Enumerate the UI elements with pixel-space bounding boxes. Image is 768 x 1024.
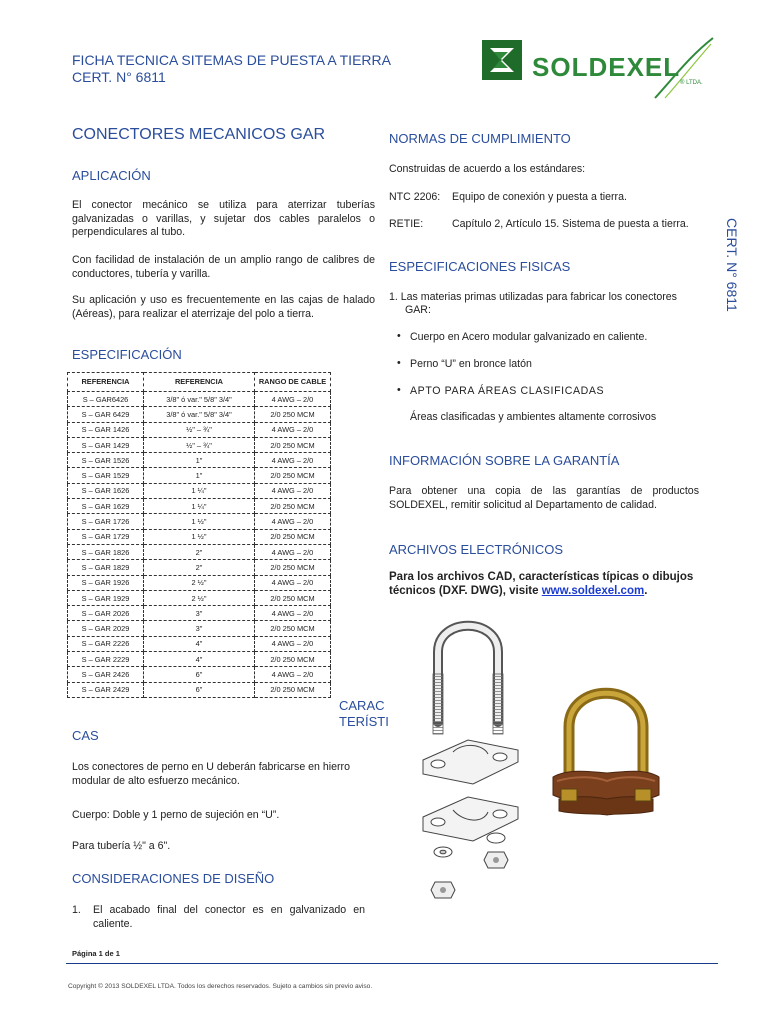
aplicacion-heading: APLICACIÓN <box>72 168 151 183</box>
table-cell: S – GAR 6429 <box>68 407 144 422</box>
table-row <box>68 437 331 452</box>
table-row <box>68 529 331 544</box>
table-cell: 2 ½" <box>144 590 255 605</box>
table-cell: S – GAR 1926 <box>68 575 144 590</box>
table-header-cell: RANGO DE CABLE <box>255 373 331 392</box>
table-row <box>68 606 331 621</box>
table-cell: 2 ½" <box>144 575 255 590</box>
diseno-item-text: El acabado final del conector es en galvanizado en caliente. <box>93 904 365 930</box>
table-cell: 2/0 250 MCM <box>255 560 331 575</box>
table-cell: 2/0 250 MCM <box>255 407 331 422</box>
soldexel-logo <box>480 36 720 100</box>
table-row <box>68 483 331 498</box>
table-cell: 1 ½" <box>144 514 255 529</box>
bullet-item-3: APTO PARA ÁREAS CLASIFICADAS <box>410 385 605 397</box>
table-row <box>68 682 331 697</box>
table-cell: S – GAR 2029 <box>68 621 144 636</box>
table-cell: 2/0 250 MCM <box>255 437 331 452</box>
table-row <box>68 636 331 651</box>
table-cell: 4 AWG – 2/0 <box>255 667 331 682</box>
table-cell: S – GAR 1526 <box>68 453 144 468</box>
table-cell: 3/8" ó var." 5/8" 3/4" <box>144 407 255 422</box>
retie-label: RETIE: <box>389 218 424 230</box>
main-title: CONECTORES MECANICOS GAR <box>72 126 326 143</box>
table-cell: 4" <box>144 652 255 667</box>
bullet-item-1: Cuerpo en Acero modular galvanizado en caliente. <box>410 331 648 343</box>
table-cell: S – GAR 1929 <box>68 590 144 605</box>
bullet-item-2: Perno “U” en bronce latón <box>410 358 532 370</box>
diseno-heading: CONSIDERACIONES DE DISEÑO <box>72 871 275 886</box>
table-header-cell: REFERENCIA <box>144 373 255 392</box>
caracteristicas-paragraph-2: Cuerpo: Doble y 1 perno de sujeción en “U”. <box>72 809 280 821</box>
garantia-text: Para obtener una copia de las garantías de productos SOLDEXEL, remitir solicitud al Departamento de calidad. <box>389 485 699 511</box>
table-cell: S – GAR 1629 <box>68 499 144 514</box>
aplicacion-paragraph-1: El conector mecánico se utiliza para aterrizar tuberías galvanizadas o varillas, y sujetar dos cables paralelos o perpendiculares al tubo. <box>72 199 375 238</box>
aplicacion-paragraph-3: Su aplicación y uso es frecuentemente en las cajas de halado (Aéreas), para realizar el aterrizaje del polo a tierra. <box>72 294 375 320</box>
spec-table-header <box>68 373 331 392</box>
table-row <box>68 499 331 514</box>
table-row <box>68 468 331 483</box>
table-cell: S – GAR 2429 <box>68 682 144 697</box>
bullet-icon: • <box>397 330 401 342</box>
table-cell: S – GAR 1429 <box>68 437 144 452</box>
fisicas-heading: ESPECIFICACIONES FISICAS <box>389 259 571 274</box>
table-cell: 2/0 250 MCM <box>255 529 331 544</box>
logo-text: SOLDEXEL <box>532 52 681 82</box>
table-cell: 1 ¼" <box>144 499 255 514</box>
table-header-cell: REFERENCIA <box>68 373 144 392</box>
table-cell: 4 AWG – 2/0 <box>255 514 331 529</box>
aplicacion-paragraph-2: Con facilidad de instalación de un amplio rango de calibres de conductores, tubería y varilla. <box>72 254 375 280</box>
bullet-icon: • <box>397 357 401 369</box>
table-cell: 4 AWG – 2/0 <box>255 392 331 407</box>
retie-text: Capítulo 2, Artículo 15. Sistema de puesta a tierra. <box>452 218 689 230</box>
cad-text: Para los archivos CAD, características típicas o dibujos técnicos (DXF. DWG), visite <box>389 571 694 597</box>
logo-ltda: ® LTDA. <box>680 80 703 86</box>
logo-swoosh-icon <box>645 36 715 100</box>
caracteristicas-paragraph-3: Para tubería ½" a 6". <box>72 840 171 852</box>
especificacion-heading: ESPECIFICACIÓN <box>72 347 182 362</box>
table-cell: 4" <box>144 636 255 651</box>
table-cell: ½" – ¾" <box>144 437 255 452</box>
table-cell: S – GAR 1529 <box>68 468 144 483</box>
table-row <box>68 621 331 636</box>
bullet-icon: • <box>397 384 401 396</box>
header-title: FICHA TECNICA SITEMAS DE PUESTA A TIERRA <box>72 52 391 68</box>
table-cell: S – GAR 2026 <box>68 606 144 621</box>
table-cell: S – GAR 1726 <box>68 514 144 529</box>
normas-intro: Construidas de acuerdo a los estándares: <box>389 163 586 175</box>
table-cell: 3" <box>144 621 255 636</box>
table-cell: 2/0 250 MCM <box>255 590 331 605</box>
table-row <box>68 422 331 437</box>
areas-text: Áreas clasificadas y ambientes altamente corrosivos <box>410 411 657 423</box>
diseno-item-number: 1. <box>72 904 81 916</box>
ntc-label: NTC 2206: <box>389 191 441 203</box>
table-cell: 2/0 250 MCM <box>255 682 331 697</box>
table-row <box>68 544 331 559</box>
table-cell: 4 AWG – 2/0 <box>255 483 331 498</box>
cad-end: . <box>644 584 648 597</box>
table-cell: 4 AWG – 2/0 <box>255 544 331 559</box>
vertical-cert-text: CERT. N° 6811 <box>724 218 740 312</box>
table-row <box>68 575 331 590</box>
document-header <box>72 52 391 86</box>
table-cell: ½" – ¾" <box>144 422 255 437</box>
header-cert: CERT. N° 6811 <box>72 69 166 85</box>
table-cell: S – GAR 2229 <box>68 652 144 667</box>
table-cell: S – GAR6426 <box>68 392 144 407</box>
table-cell: 1 ¼" <box>144 483 255 498</box>
table-cell: 2" <box>144 560 255 575</box>
table-cell: S – GAR 1426 <box>68 422 144 437</box>
spec-table <box>67 372 331 698</box>
table-cell: S – GAR 2426 <box>68 667 144 682</box>
table-cell: 3" <box>144 606 255 621</box>
normas-heading: NORMAS DE CUMPLIMIENTO <box>389 131 571 146</box>
table-cell: S – GAR 1626 <box>68 483 144 498</box>
table-cell: S – GAR 1729 <box>68 529 144 544</box>
ntc-text: Equipo de conexión y puesta a tierra. <box>452 191 627 203</box>
caracteristicas-heading-line-3: CAS <box>72 728 99 743</box>
table-cell: 4 AWG – 2/0 <box>255 636 331 651</box>
table-cell: 2" <box>144 544 255 559</box>
garantia-heading: INFORMACIÓN SOBRE LA GARANTÍA <box>389 453 620 468</box>
table-cell: 6" <box>144 682 255 697</box>
table-cell: 2/0 250 MCM <box>255 468 331 483</box>
table-cell: 1" <box>144 453 255 468</box>
table-row <box>68 407 331 422</box>
table-cell: 6" <box>144 667 255 682</box>
caracteristicas-paragraph-1: Los conectores de perno en U deberán fabricarse en hierro modular de alto esfuerzo mecánico. <box>72 761 350 787</box>
table-cell: S – GAR 2226 <box>68 636 144 651</box>
table-row <box>68 590 331 605</box>
table-row <box>68 560 331 575</box>
table-cell: 3/8" ó var." 5/8" 3/4" <box>144 392 255 407</box>
table-cell: S – GAR 1829 <box>68 560 144 575</box>
vertical-cert <box>722 218 746 318</box>
table-cell: 4 AWG – 2/0 <box>255 422 331 437</box>
connector-photo <box>547 677 665 820</box>
table-cell: S – GAR 1826 <box>68 544 144 559</box>
soldexel-website-link[interactable]: www.soldexel.com <box>541 584 645 597</box>
archivos-heading: ARCHIVOS ELECTRÓNICOS <box>389 542 564 557</box>
table-row <box>68 392 331 407</box>
table-cell: 1 ½" <box>144 529 255 544</box>
caracteristicas-heading-line-1: CARAC <box>339 698 385 713</box>
footer-divider <box>66 963 718 964</box>
table-cell: 4 AWG – 2/0 <box>255 575 331 590</box>
exploded-connector-drawing <box>398 612 533 904</box>
fisicas-item: 1. Las materias primas utilizadas para fabricar los conectores <box>389 291 677 303</box>
table-cell: 4 AWG – 2/0 <box>255 606 331 621</box>
table-row <box>68 514 331 529</box>
table-cell: 2/0 250 MCM <box>255 621 331 636</box>
fisicas-item-cont: GAR: <box>405 304 431 316</box>
caracteristicas-heading-part <box>339 698 389 730</box>
copyright-text: Copyright © 2013 SOLDEXEL LTDA. Todos los derechos reservados. Sujeto a cambios sin previo aviso. <box>68 983 373 990</box>
table-row <box>68 453 331 468</box>
table-row <box>68 652 331 667</box>
cad-paragraph <box>389 571 719 598</box>
table-cell: 1" <box>144 468 255 483</box>
table-cell: 2/0 250 MCM <box>255 652 331 667</box>
table-cell: 2/0 250 MCM <box>255 499 331 514</box>
logo-mark-icon <box>480 38 530 88</box>
table-cell: 4 AWG – 2/0 <box>255 453 331 468</box>
page-number: Página 1 de 1 <box>72 949 120 958</box>
table-row <box>68 667 331 682</box>
caracteristicas-heading-line-2: TERÍSTI <box>339 714 389 729</box>
